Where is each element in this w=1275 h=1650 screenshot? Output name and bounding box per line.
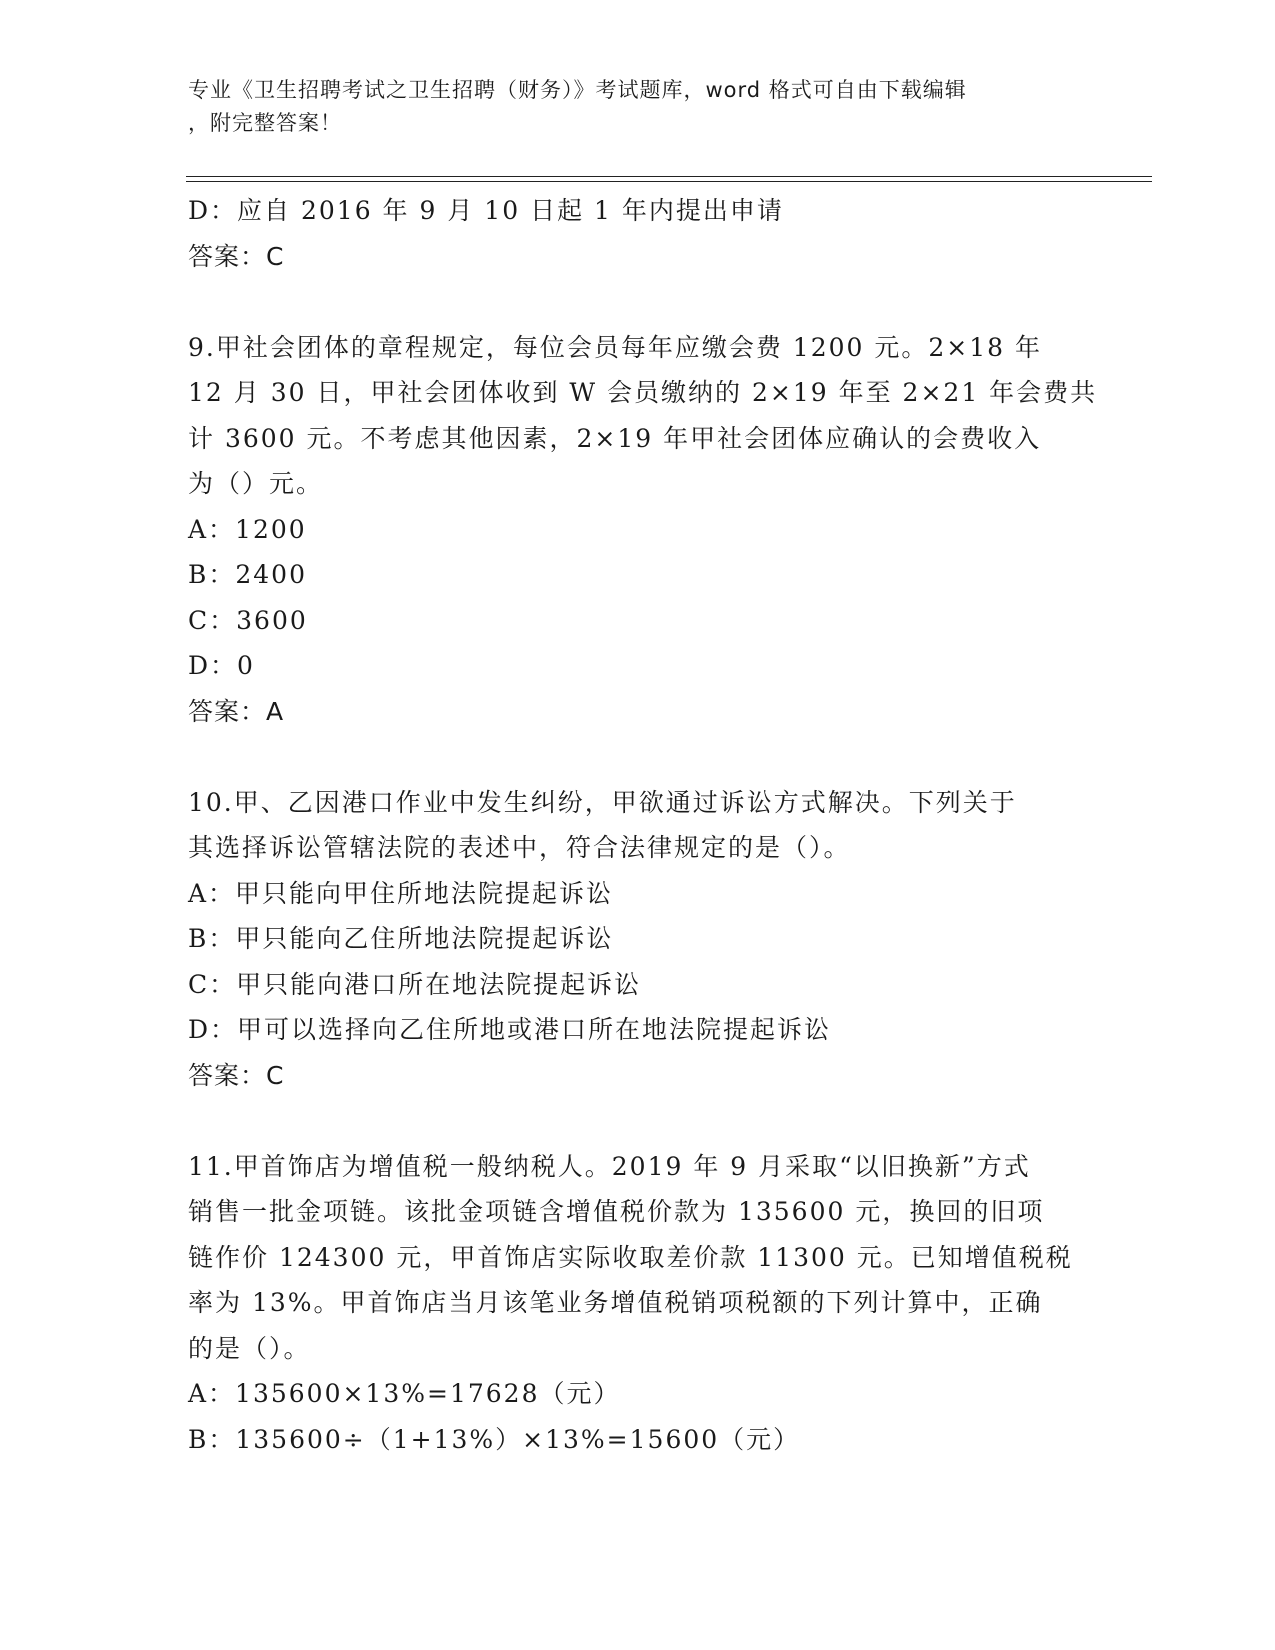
question-stem-line: 链作价 124300 元，甲首饰店实际收取差价款 11300 元。已知增值税税 [188, 1242, 1073, 1272]
question-stem-line: 率为 13%。甲首饰店当月该笔业务增值税销项税额的下列计算中，正确 [188, 1288, 1043, 1317]
question-stem-line: 为（）元。 [188, 469, 324, 498]
previous-question-tail [188, 188, 1088, 279]
option-d: D：0 [188, 651, 255, 680]
document-body [188, 188, 1098, 1462]
option-a: A：135600×13%=17628（元） [188, 1379, 621, 1408]
question-stem-line: 9.甲社会团体的章程规定，每位会员每年应缴会费 1200 元。2×18 年 [188, 332, 1042, 362]
option-c: C：3600 [188, 605, 308, 635]
question-stem-line: 10.甲、乙因港口作业中发生纠纷，甲欲通过诉讼方式解决。下列关于 [188, 787, 1017, 817]
question-stem-line: 的是（）。 [188, 1333, 311, 1363]
answer: 答案：C [188, 1060, 285, 1090]
option-d: D：甲可以选择向乙住所地或港口所在地法院提起诉讼 [188, 1015, 832, 1044]
question-stem-line: 12 月 30 日，甲社会团体收到 W 会员缴纳的 2×19 年至 2×21 年会费共 [188, 378, 1098, 407]
option-b: B：2400 [188, 560, 307, 589]
header-line-2: ，附完整答案！ [188, 111, 342, 135]
option-a: A：1200 [188, 514, 307, 544]
question-stem-line: 11.甲首饰店为增值税一般纳税人。2019 年 9 月采取“以旧换新”方式 [188, 1151, 1031, 1181]
answer: 答案：C [188, 241, 285, 271]
question-stem-line: 其选择诉讼管辖法院的表述中，符合法律规定的是（）。 [188, 833, 851, 862]
question-10 [188, 780, 1088, 1099]
option-c: C：甲只能向港口所在地法院提起诉讼 [188, 969, 642, 999]
option-d: D：应自 2016 年 9 月 10 日起 1 年内提出申请 [188, 196, 784, 225]
header-divider-top [186, 176, 1152, 177]
option-a: A：甲只能向甲住所地法院提起诉讼 [188, 878, 614, 908]
question-stem-line: 销售一批金项链。该批金项链含增值税价款为 135600 元，换回的旧项 [188, 1197, 1045, 1226]
question-11 [188, 1144, 1088, 1463]
option-b: B：甲只能向乙住所地法院提起诉讼 [188, 924, 614, 953]
document-header [188, 74, 1068, 140]
question-stem-line: 计 3600 元。不考虑其他因素，2×19 年甲社会团体应确认的会费收入 [188, 423, 1042, 453]
question-9 [188, 325, 1098, 735]
header-divider-bottom [186, 181, 1152, 182]
option-b: B：135600÷（1+13%）×13%=15600（元） [188, 1424, 801, 1454]
header-line-1: 专业《卫生招聘考试之卫生招聘（财务）》考试题库，word 格式可自由下载编辑 [188, 78, 967, 102]
answer: 答案：A [188, 696, 285, 726]
